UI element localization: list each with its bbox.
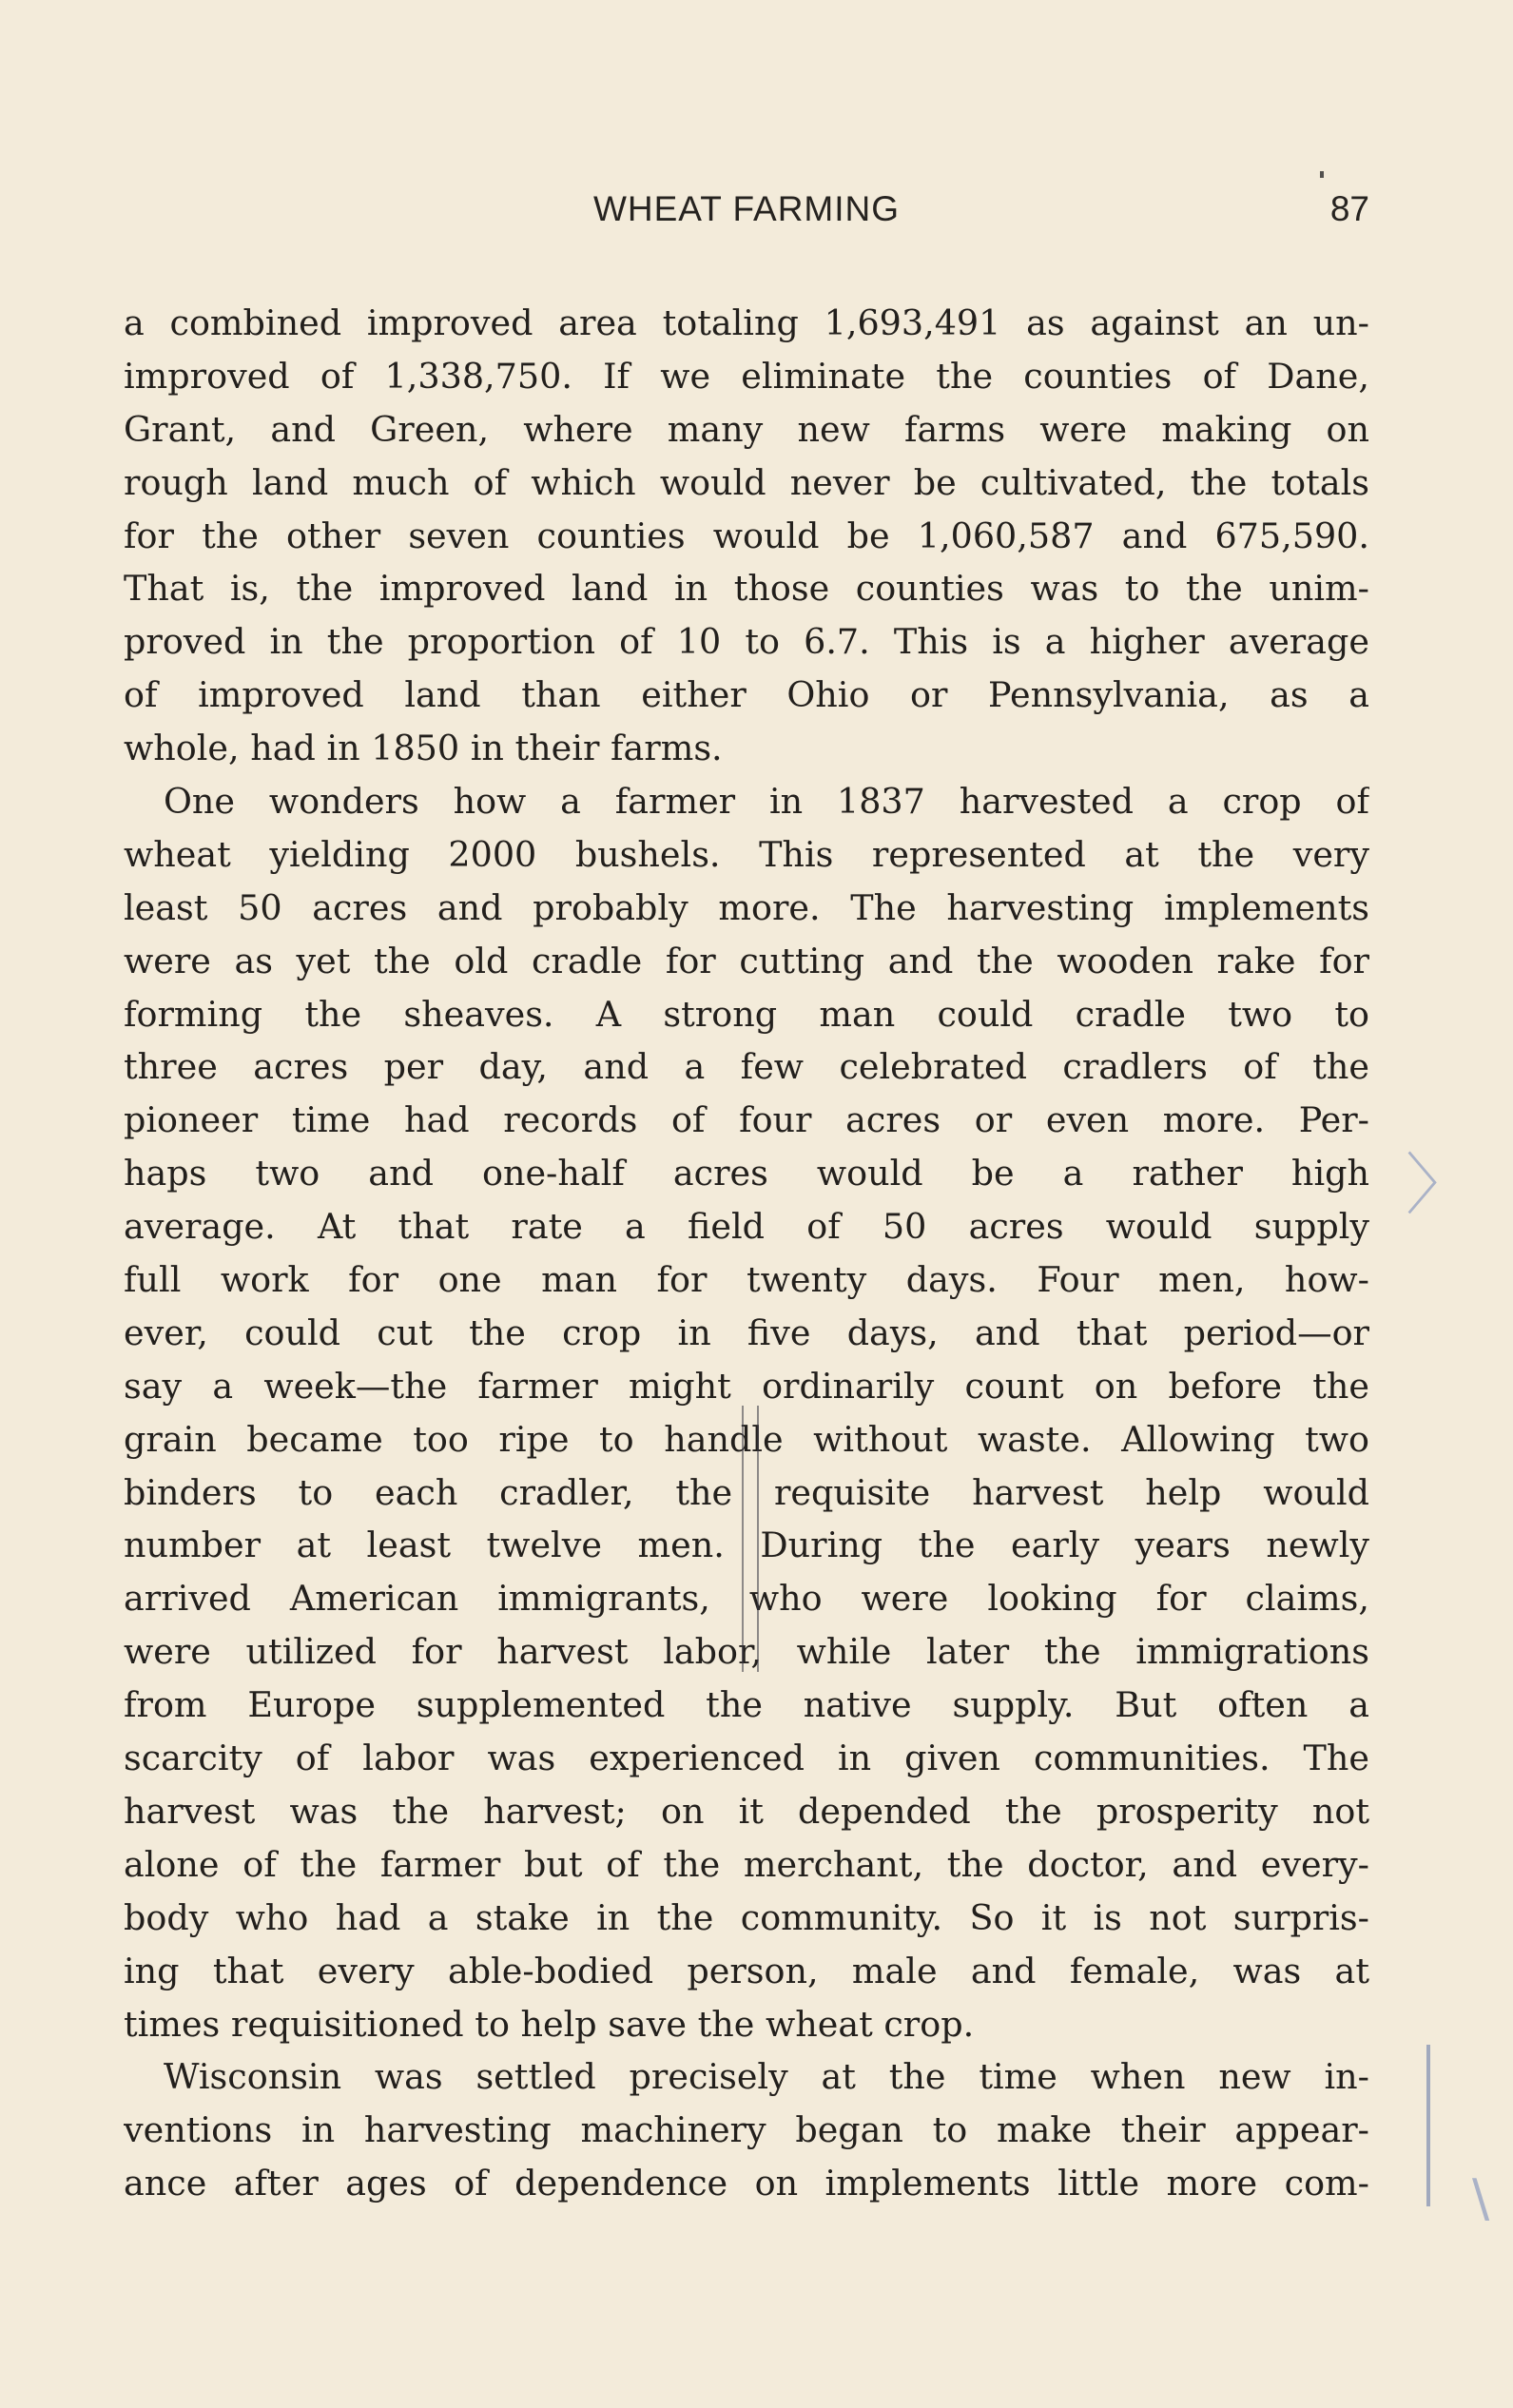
- page-number: 87: [1329, 189, 1369, 228]
- ink-speck: [1320, 171, 1324, 178]
- text-line: average. At that rate a field of 50 acres would supply: [124, 1206, 1369, 1248]
- text-line: grain became too ripe to handle without waste. Allowing two: [124, 1418, 1369, 1460]
- text-line: pioneer time had records of four acres or even more. Per-: [124, 1099, 1369, 1141]
- text-line: wheat yielding 2000 bushels. This represented at the very: [124, 833, 1369, 875]
- text-line: were utilized for harvest labor, while later the immigrations: [124, 1631, 1369, 1673]
- running-title: WHEAT FARMING: [592, 189, 901, 228]
- text-line: were as yet the old cradle for cutting and the wooden rake for: [124, 940, 1369, 981]
- text-line: ever, could cut the crop in five days, and that period—or: [124, 1311, 1369, 1353]
- text-line: arrived American immigrants, who were looking for claims,: [124, 1578, 1369, 1620]
- pencil-bracket-mark: [742, 1406, 759, 1672]
- text-line: times requisitioned to help save the wheat crop.: [124, 2003, 975, 2045]
- text-line: full work for one man for twenty days. Four men, how-: [124, 1259, 1369, 1301]
- text-line: improved of 1,338,750. If we eliminate the counties of Dane,: [124, 355, 1369, 397]
- text-line: a combined improved area totaling 1,693,491 as against an un-: [124, 302, 1369, 343]
- text-line: harvest was the harvest; on it depended the prosperity not: [124, 1790, 1369, 1832]
- text-line: One wonders how a farmer in 1837 harvested a crop of: [164, 781, 1369, 823]
- text-line: Grant, and Green, where many new farms were making on: [124, 408, 1369, 450]
- text-line: proved in the proportion of 10 to 6.7. This is a higher average: [124, 621, 1369, 663]
- text-line: Wisconsin was settled precisely at the time when new in-: [164, 2056, 1369, 2098]
- text-line: scarcity of labor was experienced in given communities. The: [124, 1738, 1369, 1779]
- running-head: [124, 181, 1369, 238]
- text-line: whole, had in 1850 in their farms.: [124, 728, 723, 769]
- text-line: three acres per day, and a few celebrated cradlers of the: [124, 1046, 1369, 1088]
- text-line: least 50 acres and probably more. The harvesting implements: [124, 886, 1369, 928]
- text-line: That is, the improved land in those counties was to the unim-: [124, 568, 1369, 610]
- text-line: alone of the farmer but of the merchant, the doctor, and every-: [124, 1843, 1369, 1885]
- text-line: forming the sheaves. A strong man could cradle two to: [124, 993, 1369, 1035]
- margin-pencil-mark: 〉: [1406, 1146, 1472, 1224]
- text-line: number at least twelve men. During the early years newly: [124, 1524, 1369, 1566]
- text-line: body who had a stake in the community. So it is not surpris-: [124, 1896, 1369, 1938]
- text-line: say a week—the farmer might ordinarily count on before the: [124, 1365, 1369, 1407]
- text-line: ance after ages of dependence on implements little more com-: [124, 2163, 1369, 2204]
- text-line: ventions in harvesting machinery began to make their appear-: [124, 2109, 1369, 2151]
- margin-pencil-line: [1426, 2045, 1430, 2206]
- text-line: rough land much of which would never be cultivated, the totals: [124, 461, 1369, 503]
- text-line: from Europe supplemented the native supply. But often a: [124, 1684, 1369, 1726]
- text-line: haps two and one-half acres would be a rather high: [124, 1153, 1369, 1194]
- body-text: [124, 297, 1369, 2210]
- margin-pencil-mark: \: [1472, 2168, 1490, 2228]
- text-line: ing that every able-bodied person, male and female, was at: [124, 1950, 1369, 1991]
- text-line: of improved land than either Ohio or Pennsylvania, as a: [124, 674, 1369, 716]
- text-line: for the other seven counties would be 1,060,587 and 675,590.: [124, 515, 1369, 556]
- text-line: binders to each cradler, the requisite harvest help would: [124, 1471, 1369, 1513]
